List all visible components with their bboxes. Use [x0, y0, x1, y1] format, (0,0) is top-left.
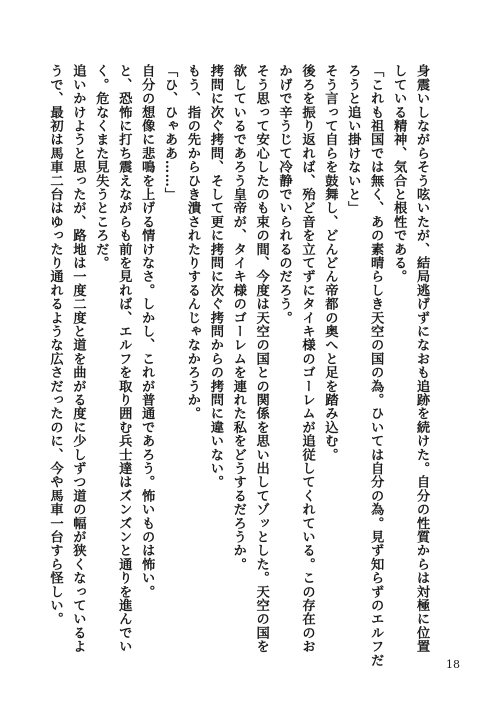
- text-line-8: そう思って安心したのも束の間、今度は天空の国との関係を思い出してゾッとした。天空の国を: [253, 64, 269, 654]
- text-line-2: している精神、気合と根性である。: [391, 64, 407, 284]
- text-line-7: かげで辛うじて冷静でいられるのだろう。: [276, 64, 292, 325]
- text-line-13: 自分の想像に悲鳴を上げる情けなさ。しかし、これが普通であろう。怖いものは怖い。: [139, 64, 155, 599]
- text-line-15: く。危なくまた見失うところだ。: [93, 64, 109, 270]
- text-line-16: 追いかけようと思ったが、路地は一度二度と道を曲がる度に少しずつ道の幅が狭くなっているよ: [70, 64, 86, 654]
- text-line-14: と、恐怖に打ち震えながらも前を見れば、エルフを取り囲む兵士達はズンズンと通りを進んでい: [116, 64, 132, 654]
- text-line-6: 後ろを振り返れば、殆ど音を立てずにタイキ様のゴーレムが追従してくれている。この存在のお: [299, 64, 315, 654]
- text-line-17: うで、最初は馬車二台はゆったり通れるような広さだったのに、今や馬車一台すら怪しい。: [47, 64, 63, 626]
- body-text: [43, 64, 432, 667]
- page-number: 18: [446, 658, 460, 671]
- text-line-9: 欲しているであろう皇帝が、タイキ様のゴーレムを連れた私をどうするだろうか。: [230, 64, 246, 571]
- text-line-3: 「これも祖国では無く、あの素晴らしき天空の国の為。ひいては自分の為。見ず知らずのエルフだ: [368, 64, 384, 667]
- text-line-12: 「ひ、ひゃああ……」: [162, 64, 178, 201]
- text-line-1: 身震いしながらそう呟いたが、結局逃げずになおも追跡を続けた。自分の性質からは対極に位置: [414, 64, 429, 654]
- text-line-10: 拷問に次ぐ拷問、そして更に拷問に次ぐ拷問からの拷問に違いない。: [207, 64, 223, 489]
- text-line-11: もう、指の先からひき潰されたりするんじゃなかろうか。: [184, 64, 200, 421]
- text-line-4: ろうと追い掛けないと」: [345, 64, 361, 215]
- text-line-5: そう言って自らを鼓舞し、どんどん帝都の奥へと足を踏み込む。: [322, 64, 338, 462]
